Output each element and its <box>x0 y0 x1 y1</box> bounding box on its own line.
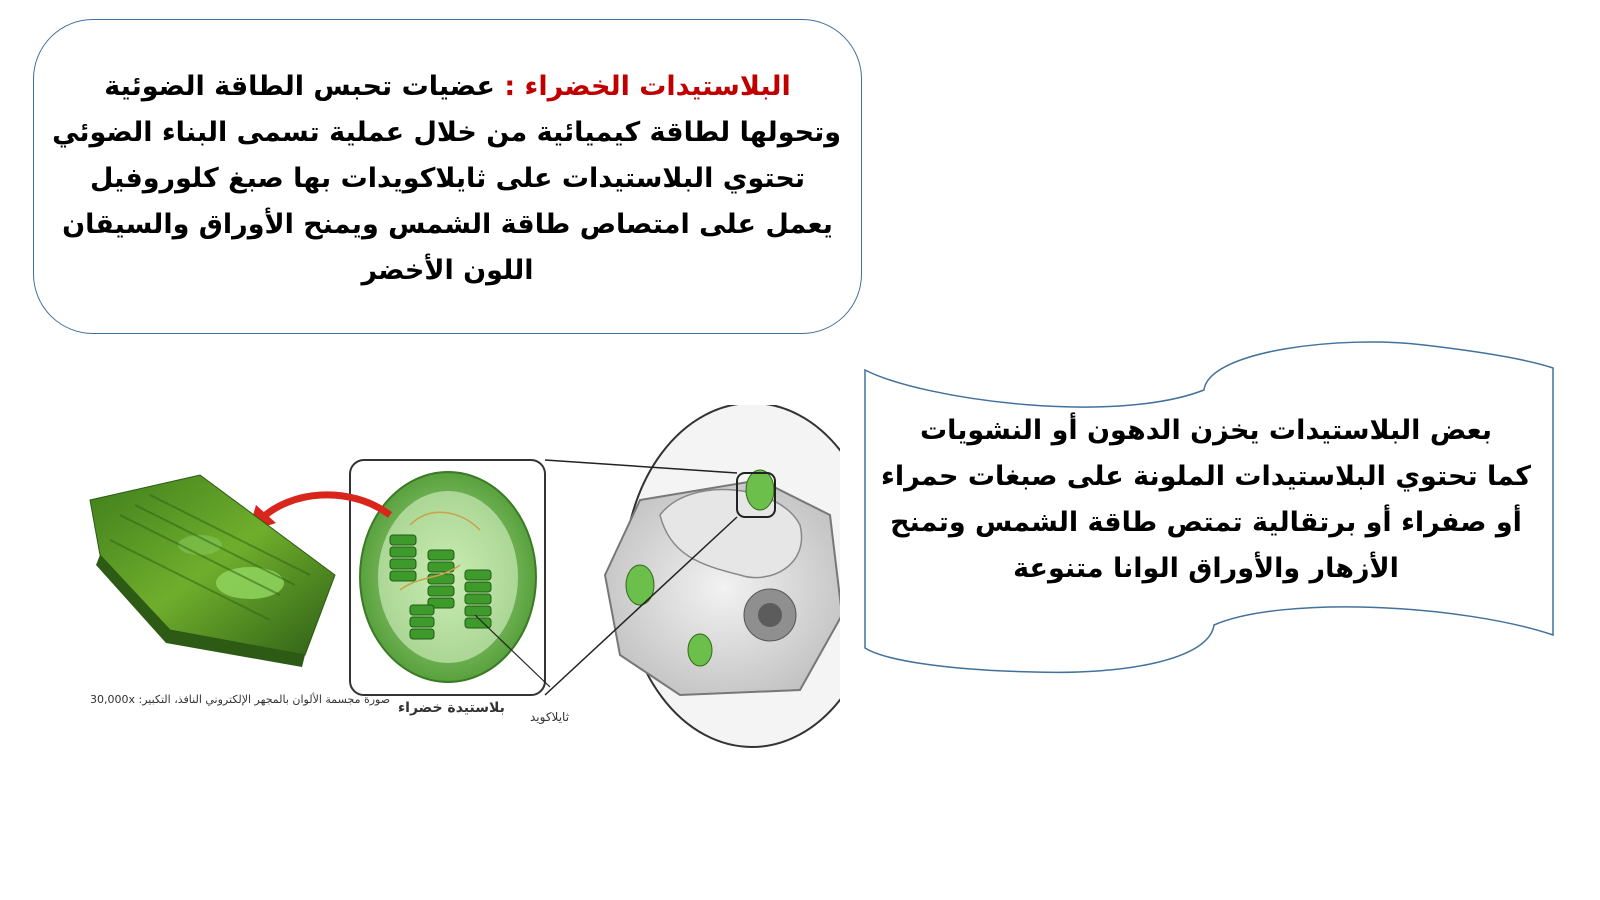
chloroplast-detail <box>350 460 550 695</box>
micrograph <box>90 475 335 667</box>
definition-line-1 <box>54 64 841 110</box>
note-line-4: الأزهار والأوراق الوانا متنوعة <box>1013 553 1399 584</box>
note-line-3: أو صفراء أو برتقالية تمتص طاقة الشمس وتمنح <box>890 507 1522 538</box>
note-line-1: بعض البلاستيدات يخزن الدهون أو النشويات <box>919 415 1493 446</box>
note-line-2: كما تحتوي البلاستيدات الملونة على صبغات حمراء <box>881 461 1531 492</box>
plant-cell <box>605 405 840 747</box>
definition-term: البلاستيدات الخضراء : <box>504 71 791 102</box>
definition-line-4: يعمل على امتصاص طاقة الشمس ويمنح الأوراق والسيقان <box>62 209 833 240</box>
definition-line-3: تحتوي البلاستيدات على ثايلاكويدات بها صبغ كلوروفيل <box>89 163 806 194</box>
caption-chloroplast: بلاستيدة خضراء <box>398 700 505 716</box>
definition-line-2: وتحولها لطاقة كيميائية من خلال عملية تسمى البناء الضوئي <box>52 117 841 148</box>
note-text <box>868 408 1544 592</box>
definition-box <box>33 19 862 334</box>
definition-text <box>54 64 841 294</box>
caption-micrograph: صورة مجسمة الألوان بالمجهر الإلكتروني النافذ، التكبير: 30,000x <box>90 693 391 706</box>
caption-thylakoid: ثايلاكويد <box>530 710 570 724</box>
definition-line-1-rest: عضيات تحبس الطاقة الضوئية <box>104 71 495 102</box>
chloroplast-figure <box>80 405 840 755</box>
definition-line-5: اللون الأخضر <box>361 255 534 286</box>
